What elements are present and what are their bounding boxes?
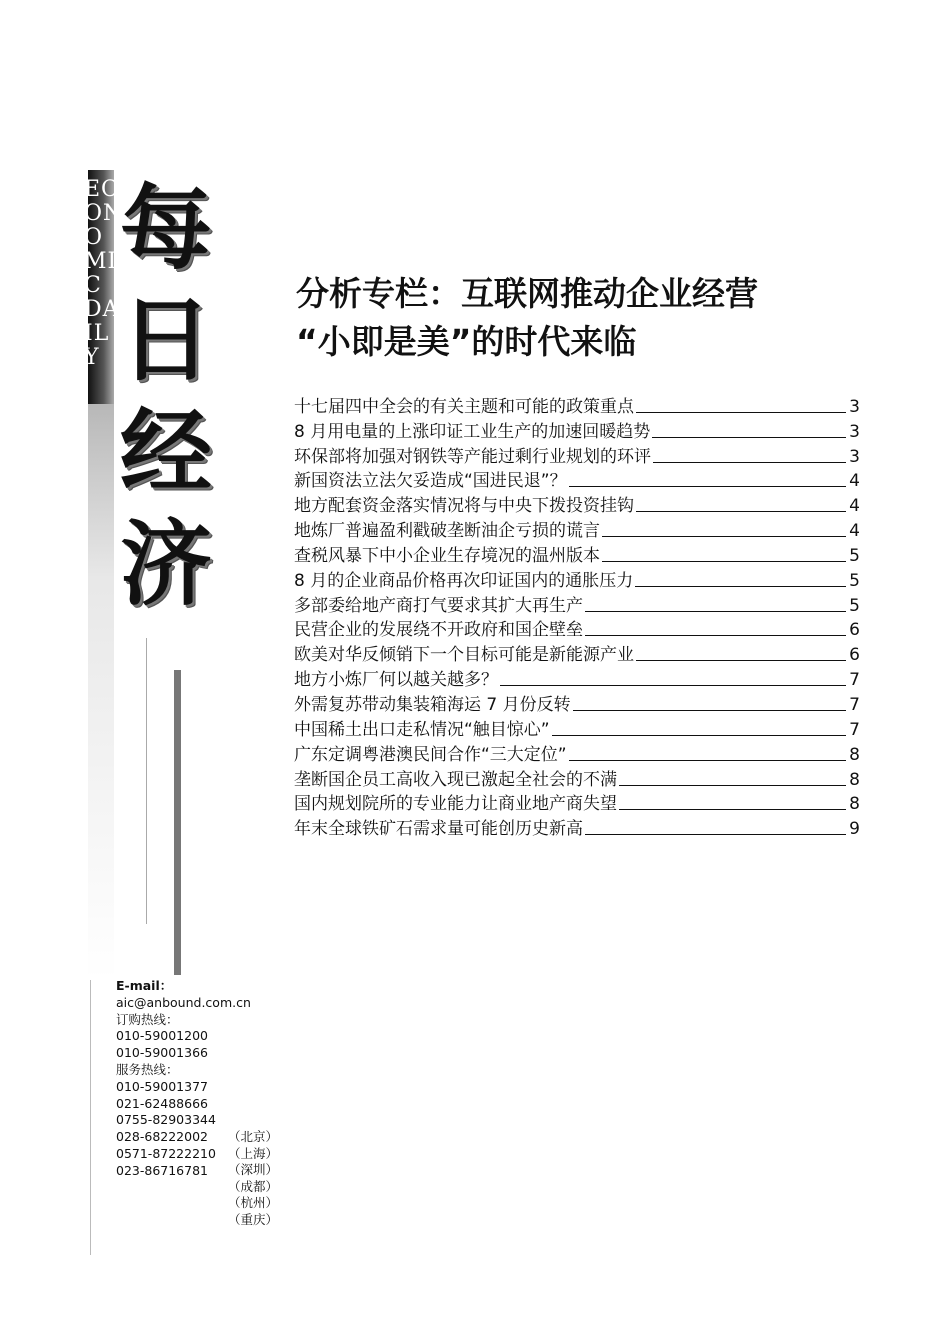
toc-page: 3	[849, 396, 860, 417]
toc-page: 8	[849, 744, 860, 765]
toc-title: 欧美对华反倾销下一个目标可能是新能源产业	[294, 645, 634, 666]
toc-page: 8	[849, 794, 860, 815]
toc-title: 外需复苏带动集装箱海运 7 月份反转	[294, 694, 571, 715]
order-hotline-label: 订购热线：	[116, 1011, 179, 1027]
toc-title: 中国稀土出口走私情况“触目惊心”	[294, 719, 550, 740]
english-letter: EC	[84, 177, 119, 202]
service-hotline-label: 服务热线：	[116, 1061, 179, 1077]
toc-title: 年末全球铁矿石需求量可能创历史新高	[294, 819, 583, 840]
toc-page: 4	[849, 521, 860, 542]
email-link[interactable]: aic@anbound.com.cn	[116, 994, 251, 1010]
english-letter: IL	[84, 321, 110, 346]
toc-entry[interactable]	[294, 467, 860, 492]
toc-entry[interactable]	[294, 640, 860, 665]
toc-entry[interactable]	[294, 715, 860, 740]
toc-title: 垄断国企员工高收入现已激起全社会的不满	[294, 769, 617, 790]
toc-title: 民营企业的发展绕不开政府和国企壁垒	[294, 620, 583, 641]
toc-entry[interactable]	[294, 541, 860, 566]
english-letter: ON	[84, 201, 124, 226]
toc-title: 环保部将加强对钢铁等产能过剩行业规划的环评	[294, 446, 651, 467]
table-of-contents	[294, 392, 860, 839]
toc-leader	[619, 808, 846, 810]
toc-entry[interactable]	[294, 417, 860, 442]
toc-title: 十七届四中全会的有关主题和可能的政策重点	[294, 396, 634, 417]
toc-title: 8 月的企业商品价格再次印证国内的通胀压力	[294, 570, 634, 591]
service-phone: 028-68222002	[116, 1129, 208, 1145]
toc-title: 8 月用电量的上涨印证工业生产的加速回暖趋势	[294, 421, 651, 442]
toc-page: 7	[849, 670, 860, 691]
toc-entry[interactable]	[294, 616, 860, 641]
left-margin-line	[90, 980, 91, 1255]
divider-thin	[146, 638, 147, 924]
email-label: E-mail：	[116, 978, 173, 993]
city-label: （成都）	[228, 1178, 279, 1194]
order-phone: 010-59001366	[116, 1045, 208, 1061]
english-letter: C	[84, 273, 102, 298]
toc-page: 9	[849, 819, 860, 840]
toc-title: 地炼厂普遍盈利戳破垄断油企亏损的谎言	[294, 521, 600, 542]
toc-entry[interactable]	[294, 740, 860, 765]
toc-page: 5	[849, 545, 860, 566]
city-label: （北京）	[228, 1129, 279, 1144]
toc-leader	[636, 411, 846, 413]
english-letter: MI	[84, 249, 118, 274]
toc-page: 7	[849, 719, 860, 740]
toc-page: 3	[849, 421, 860, 442]
toc-leader	[573, 709, 846, 711]
toc-leader	[635, 585, 846, 587]
toc-leader	[602, 560, 846, 562]
toc-leader	[585, 610, 846, 612]
toc-title: 广东定调粤港澳民间合作“三大定位”	[294, 744, 567, 765]
toc-leader	[585, 634, 846, 636]
masthead-char: 经	[119, 398, 212, 506]
english-letter: Y	[84, 345, 100, 370]
service-phone: 023-86716781	[116, 1162, 208, 1178]
toc-page: 4	[849, 471, 860, 492]
headline-line-1: 分析专栏：互联网推动企业经营	[296, 274, 758, 313]
toc-leader	[653, 461, 846, 463]
headline-line-2: “小即是美”的时代来临	[296, 322, 637, 361]
service-phone: 0755-82903344	[116, 1112, 216, 1128]
masthead-char: 每	[119, 174, 212, 282]
toc-title: 新国资法立法欠妥造成“国进民退”？	[294, 471, 567, 492]
masthead-char: 日	[119, 286, 212, 394]
toc-page: 5	[849, 595, 860, 616]
toc-entry[interactable]	[294, 765, 860, 790]
toc-page: 7	[849, 694, 860, 715]
toc-title: 多部委给地产商打气要求其扩大再生产	[294, 595, 583, 616]
toc-title: 查税风暴下中小企业生存境况的温州版本	[294, 545, 600, 566]
toc-leader	[552, 734, 846, 736]
toc-leader	[636, 659, 846, 661]
toc-entry[interactable]	[294, 591, 860, 616]
toc-leader	[636, 510, 846, 512]
toc-page: 3	[849, 446, 860, 467]
toc-leader	[619, 784, 846, 786]
toc-entry[interactable]	[294, 491, 860, 516]
english-letter: DA	[84, 297, 120, 322]
city-label: （上海）	[228, 1145, 279, 1161]
toc-page: 6	[849, 620, 860, 641]
toc-entry[interactable]	[294, 516, 860, 541]
toc-entry[interactable]	[294, 665, 860, 690]
headline	[296, 270, 896, 366]
toc-entry[interactable]	[294, 814, 860, 839]
service-phone: 0571-87222210	[116, 1145, 216, 1161]
english-letter: O	[84, 225, 104, 250]
city-label: （杭州）	[228, 1195, 279, 1211]
toc-leader	[652, 436, 846, 438]
toc-entry[interactable]	[294, 442, 860, 467]
toc-title: 地方配套资金落实情况将与中央下拨投资挂钩	[294, 496, 634, 517]
service-phone: 010-59001377	[116, 1078, 208, 1094]
toc-leader	[602, 535, 846, 537]
toc-leader	[500, 684, 846, 686]
toc-page: 8	[849, 769, 860, 790]
toc-entry[interactable]	[294, 690, 860, 715]
city-label: （重庆）	[228, 1211, 279, 1227]
toc-leader	[569, 485, 846, 487]
toc-title: 地方小炼厂何以越关越多？	[294, 670, 498, 691]
masthead-char: 济	[119, 510, 212, 618]
order-phone: 010-59001200	[116, 1028, 208, 1044]
toc-title: 国内规划院所的专业能力让商业地产商失望	[294, 794, 617, 815]
toc-entry[interactable]	[294, 392, 860, 417]
city-label: （深圳）	[228, 1162, 279, 1178]
toc-page: 4	[849, 496, 860, 517]
toc-page: 6	[849, 645, 860, 666]
service-phone: 021-62488666	[116, 1095, 208, 1111]
city-list	[228, 1129, 278, 1229]
toc-leader	[569, 759, 846, 761]
toc-leader	[585, 833, 846, 835]
toc-entry[interactable]	[294, 566, 860, 591]
toc-entry[interactable]	[294, 790, 860, 815]
toc-page: 5	[849, 570, 860, 591]
divider-bar	[174, 670, 181, 975]
contact-info	[116, 978, 316, 1180]
masthead-side-gradient	[88, 404, 114, 980]
masthead-title	[116, 172, 216, 620]
